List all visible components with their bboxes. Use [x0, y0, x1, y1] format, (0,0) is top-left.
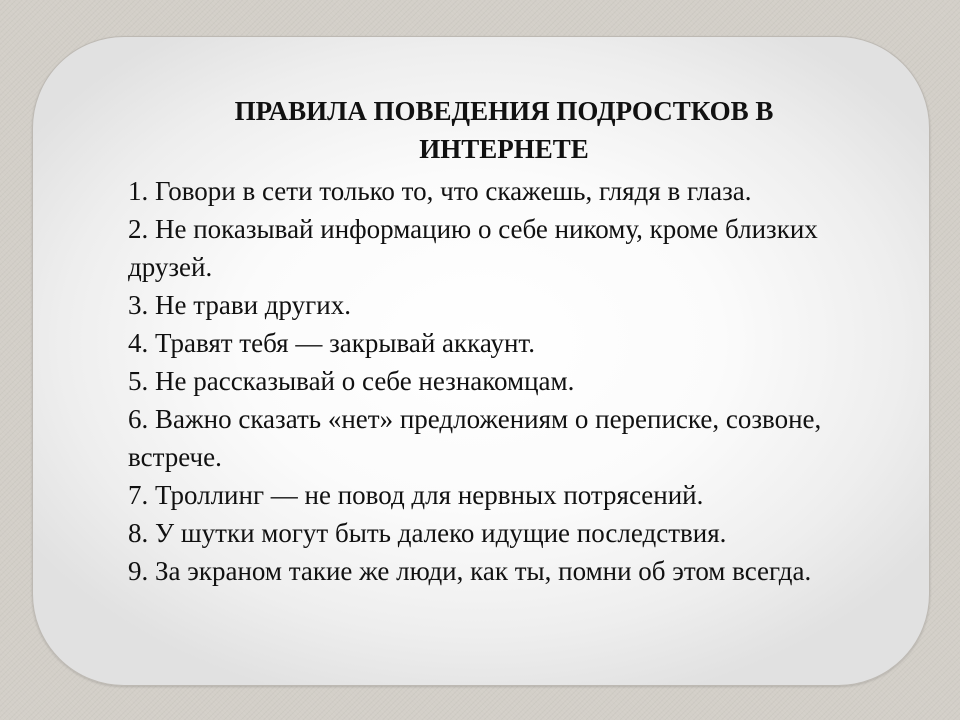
rules-list	[128, 172, 888, 590]
rule-item-7: 7. Троллинг — не повод для нервных потрясений.	[128, 480, 704, 510]
rule-item-9: 9. За экраном такие же люди, как ты, помни об этом всегда.	[128, 556, 812, 586]
slide-title	[128, 92, 880, 168]
rule-item-1: 1. Говори в сети только то, что скажешь, глядя в глаза.	[128, 176, 752, 206]
rule-item-3: 3. Не трави других.	[128, 290, 351, 320]
rule-item-2: 2. Не показывай информацию о себе никому, кроме близких друзей.	[128, 214, 818, 282]
slide-title-line-2: ИНТЕРНЕТЕ	[419, 134, 589, 164]
rule-item-5: 5. Не рассказывай о себе незнакомцам.	[128, 366, 575, 396]
rule-item-4: 4. Травят тебя — закрывай аккаунт.	[128, 328, 535, 358]
slide-content	[128, 92, 888, 590]
rule-item-8: 8. У шутки могут быть далеко идущие последствия.	[128, 518, 727, 548]
slide-title-line-1: ПРАВИЛА ПОВЕДЕНИЯ ПОДРОСТКОВ В	[234, 96, 774, 126]
rule-item-6: 6. Важно сказать «нет» предложениям о переписке, созвоне, встрече.	[128, 404, 822, 472]
